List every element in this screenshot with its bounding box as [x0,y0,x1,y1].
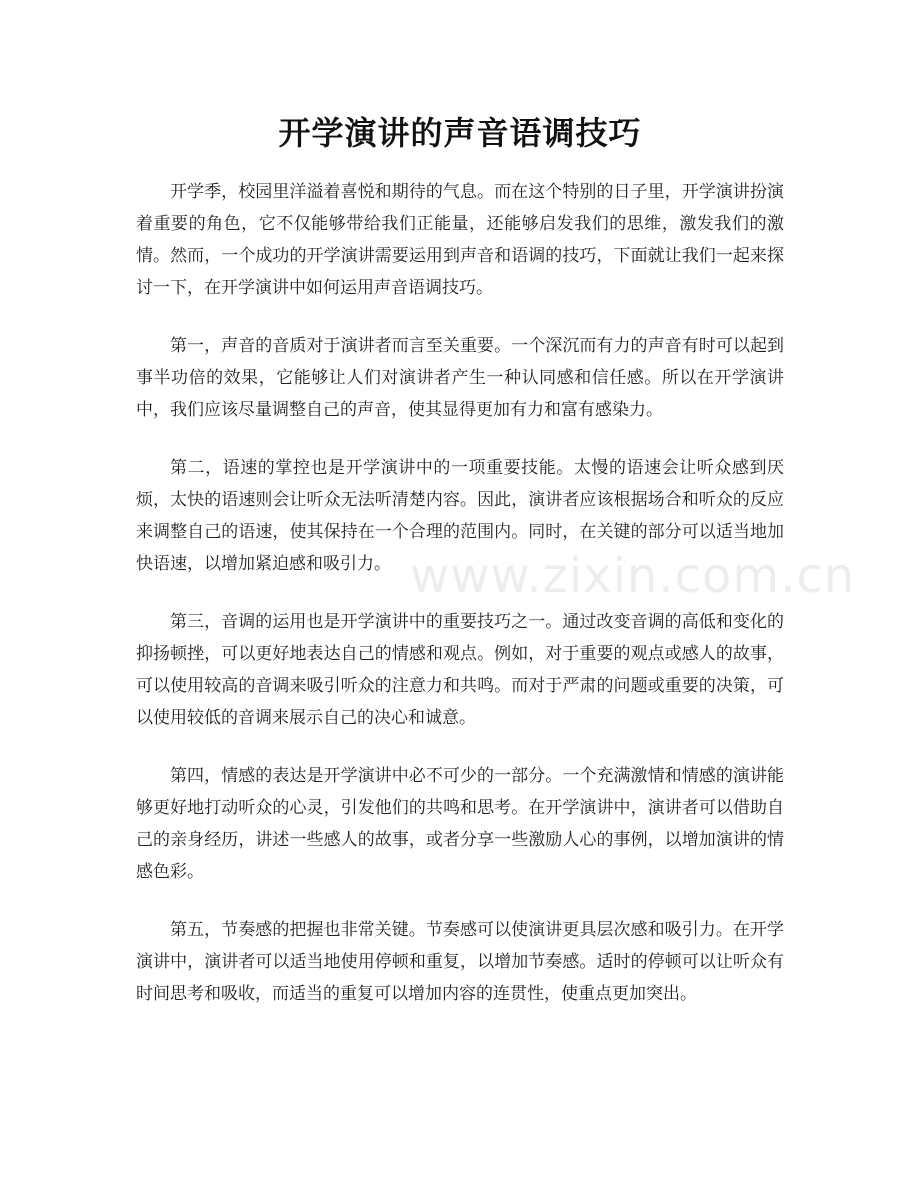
paragraph-3: 第三，音调的运用也是开学演讲中的重要技巧之一。通过改变音调的高低和变化的抑扬顿挫，可以更好地表达自己的情感和观点。例如，对于重要的观点或感人的故事，可以使用较高的音调来吸引听众的注意力和共鸣。而对于严肃的问题或重要的决策，可以使用较低的音调来展示自己的决心和诚意。 [136,612,784,728]
paragraph-4: 第四，情感的表达是开学演讲中必不可少的一部分。一个充满激情和情感的演讲能够更好地打动听众的心灵，引发他们的共鸣和思考。在开学演讲中，演讲者可以借助自己的亲身经历，讲述一些感人的故事，或者分享一些激励人心的事例，以增加演讲的情感色彩。 [136,766,784,882]
paragraph-2: 第二，语速的掌控也是开学演讲中的一项重要技能。太慢的语速会让听众感到厌烦，太快的语速则会让听众无法听清楚内容。因此，演讲者应该根据场合和听众的反应来调整自己的语速，使其保持在一个合理的范围内。同时，在关键的部分可以适当地加快语速，以增加紧迫感和吸引力。 [136,458,784,574]
paragraph-1: 第一，声音的音质对于演讲者而言至关重要。一个深沉而有力的声音有时可以起到事半功倍的效果，它能够让人们对演讲者产生一种认同感和信任感。所以在开学演讲中，我们应该尽量调整自己的声音，使其显得更加有力和富有感染力。 [136,336,784,420]
watermark: www.zixin.com.cn [410,548,856,604]
document-title: 开学演讲的声音语调技巧 [278,114,642,152]
paragraph-5: 第五，节奏感的把握也非常关键。节奏感可以使演讲更具层次感和吸引力。在开学演讲中，演讲者可以适当地使用停顿和重复，以增加节奏感。适时的停顿可以让听众有时间思考和吸收，而适当的重复可以增加内容的连贯性，使重点更加突出。 [136,920,784,1004]
paragraph-intro: 开学季，校园里洋溢着喜悦和期待的气息。而在这个特别的日子里，开学演讲扮演着重要的角色，它不仅能够带给我们正能量，还能够启发我们的思维，激发我们的激情。然而，一个成功的开学演讲需要运用到声音和语调的技巧，下面就让我们一起来探讨一下，在开学演讲中如何运用声音语调技巧。 [136,182,784,298]
document-body [136,176,784,1036]
